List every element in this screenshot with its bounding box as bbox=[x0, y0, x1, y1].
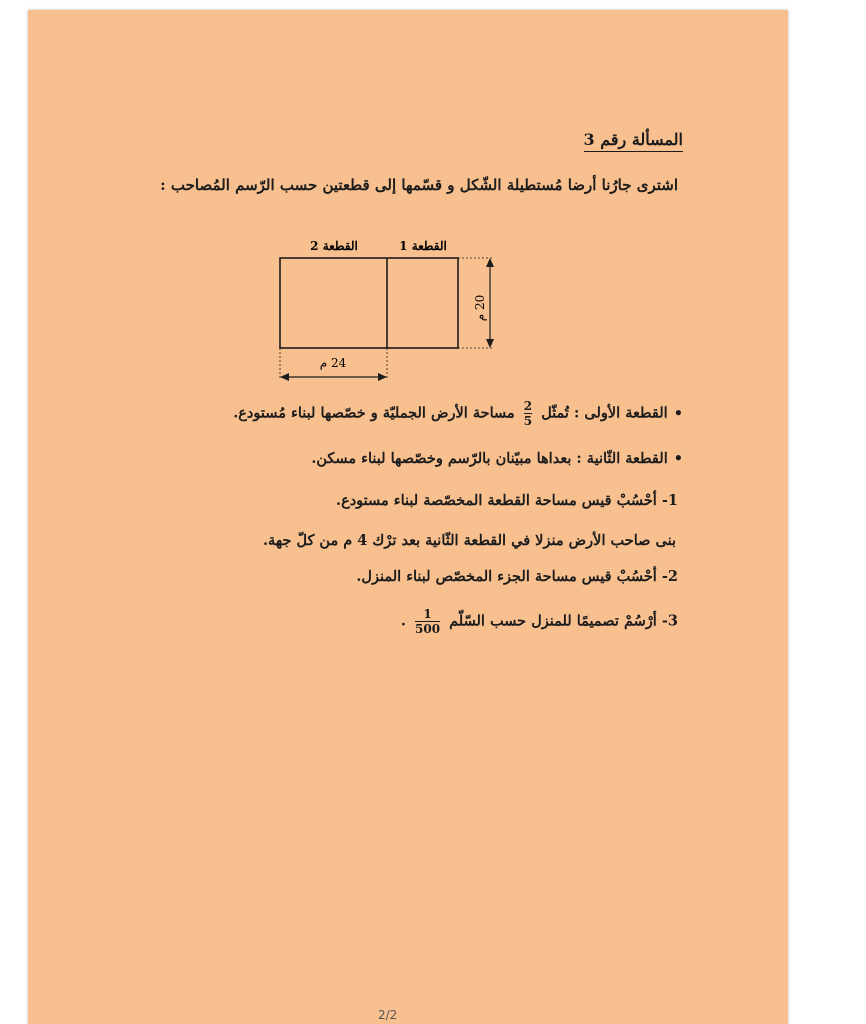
scale-numerator: 1 bbox=[423, 607, 432, 621]
question-3-number: 3- bbox=[661, 612, 678, 630]
question-1-number: 1- bbox=[661, 492, 678, 509]
fraction-scale bbox=[415, 608, 440, 635]
height-label: 20 م bbox=[473, 294, 487, 322]
land-rectangle bbox=[280, 258, 458, 348]
bullet-1-text-end: مساحة الأرض الجمليّة و خصّصها لبناء مُستودع. bbox=[233, 404, 515, 422]
scale-denominator: 500 bbox=[415, 621, 441, 636]
problem-intro: اشترى جارُنا أرضا مُستطيلة الشّكل و قسّمها إلى قطعتين حسب الرّسم المُصاحب : bbox=[160, 176, 678, 194]
bullet-2-text: القطعة الثّانية : بعداها مبيّنان بالرّسم وخصّصها لبناء مسكن. bbox=[311, 450, 668, 467]
question-3 bbox=[401, 608, 678, 635]
height-arrow-top bbox=[486, 258, 494, 267]
page-number: 2/2 bbox=[378, 1008, 398, 1022]
question-3-text: أرْسُمْ تصميمًا للمنزل حسب السّلّم bbox=[449, 612, 657, 630]
question-2-text: أحْسُبْ قيس مساحة الجزء المخصّص لبناء المنزل. bbox=[356, 568, 657, 585]
worksheet-page bbox=[28, 10, 788, 1024]
question-2-number: 2- bbox=[661, 568, 678, 585]
bullet-1-text-start: القطعة الأولى : تُمثّل bbox=[541, 404, 668, 422]
width-label: 24 م bbox=[319, 356, 347, 370]
bullet-dot: • bbox=[673, 450, 683, 467]
bullet-plot-2 bbox=[311, 450, 683, 467]
question-1-text: أحْسُبْ قيس مساحة القطعة المخصّصة لبناء مستودع. bbox=[336, 492, 657, 509]
fraction-numerator: 2 bbox=[523, 399, 533, 413]
question-1 bbox=[336, 492, 678, 509]
bullet-plot-1 bbox=[233, 400, 683, 427]
question-3-period: . bbox=[400, 612, 406, 630]
plot-diagram bbox=[268, 230, 508, 390]
problem-title: المسألة رقم 3 bbox=[584, 130, 683, 152]
question-2 bbox=[356, 568, 678, 585]
plot-2-label: القطعة 2 bbox=[310, 239, 358, 253]
width-arrow-left bbox=[280, 373, 289, 381]
fraction-two-fifths bbox=[524, 400, 532, 427]
height-arrow-bottom bbox=[486, 339, 494, 348]
plot-1-label: القطعة 1 bbox=[399, 239, 447, 253]
bullet-dot: • bbox=[673, 404, 683, 422]
fraction-denominator: 5 bbox=[523, 413, 533, 428]
house-statement: بنى صاحب الأرض منزلا في القطعة الثّانية بعد ترْك 4 م من كلّ جهة. bbox=[262, 532, 676, 549]
width-arrow-right bbox=[378, 373, 387, 381]
